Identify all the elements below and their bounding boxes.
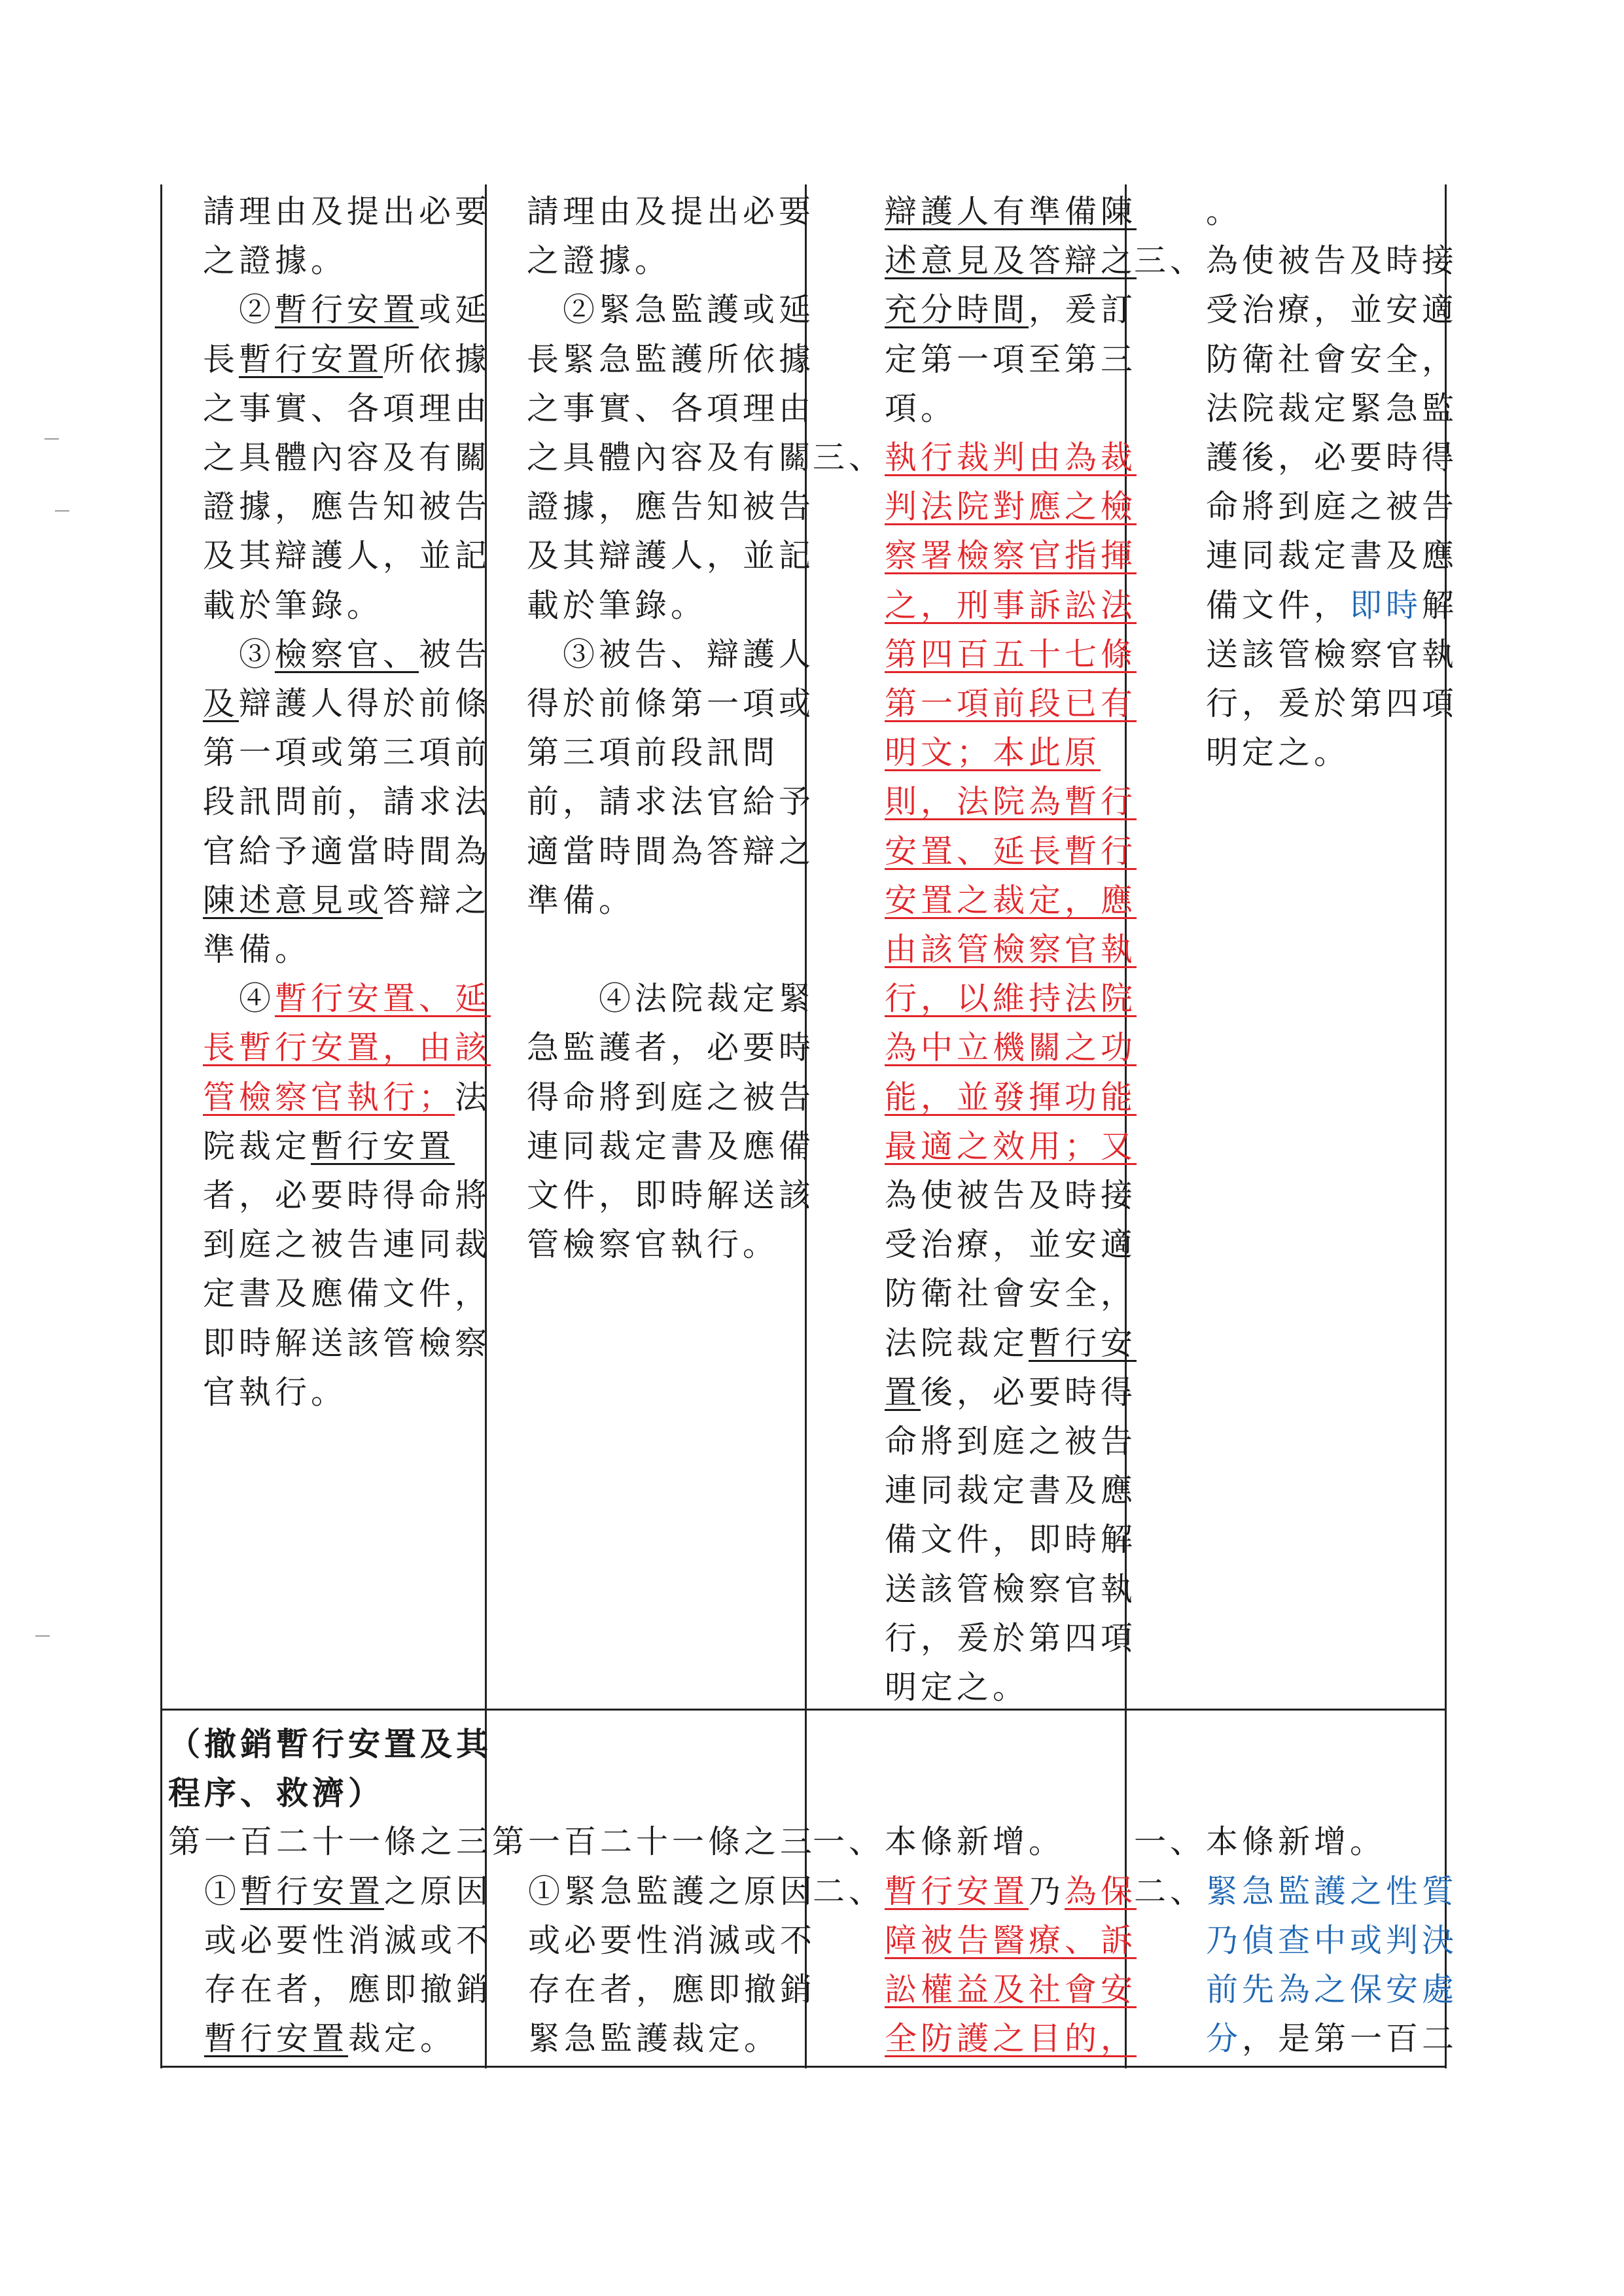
text-run: 之事實、各項理由 xyxy=(527,389,815,427)
text-run: 為使被告及時接 xyxy=(813,1177,1137,1214)
text-line xyxy=(813,1422,1137,1461)
text-run: 三、為使被告及時接 xyxy=(1134,242,1458,280)
text-line xyxy=(813,2019,1137,2059)
text-line xyxy=(203,881,491,920)
text-line xyxy=(1134,1822,1386,1862)
text-run: ，爰訂 xyxy=(1029,291,1137,329)
text-line xyxy=(813,1078,1137,1117)
text-run: 第一項或第三項前 xyxy=(203,734,491,772)
text-line xyxy=(1134,635,1458,674)
text-run: 法院裁定 xyxy=(813,1324,1029,1362)
text-line xyxy=(527,979,815,1018)
underlined-text: 安置、延長暫行 xyxy=(885,832,1137,870)
text-run: 受治療，並安適 xyxy=(813,1226,1137,1264)
text-line xyxy=(1134,1970,1458,2009)
text-run: 程序、救濟） xyxy=(168,1774,385,1813)
text-run: 送該管檢察官執 xyxy=(1134,635,1458,673)
text-line xyxy=(203,340,491,379)
text-run: ④法院裁定緊 xyxy=(527,980,815,1018)
text-line xyxy=(813,1471,1137,1510)
underlined-text: 管檢察官執行； xyxy=(203,1078,455,1116)
text-run: 連同裁定書及應 xyxy=(1134,537,1458,575)
text-run: 載於筆錄。 xyxy=(527,586,707,624)
text-run xyxy=(1134,2020,1206,2057)
text-line xyxy=(203,684,491,723)
text-run: ② xyxy=(203,291,275,329)
text-run: 前，請求法官給予 xyxy=(527,783,815,821)
text-line xyxy=(813,1520,1137,1559)
text-run: 或必要性消滅或不 xyxy=(168,1921,493,1959)
text-line xyxy=(527,586,707,625)
text-line xyxy=(813,1028,1137,1068)
text-line xyxy=(1134,340,1458,379)
text-line xyxy=(1134,536,1458,576)
text-line xyxy=(527,1078,815,1117)
text-run: 及其辯護人，並記 xyxy=(527,537,815,575)
text-line xyxy=(813,340,1137,379)
text-line xyxy=(527,1127,815,1166)
underlined-text: 暫行安 xyxy=(1029,1324,1137,1362)
text-line xyxy=(813,1176,1137,1215)
text-line xyxy=(203,733,491,773)
text-run: 準備。 xyxy=(527,881,635,919)
text-run: ②緊急監護或延 xyxy=(527,291,815,329)
text-line xyxy=(527,733,779,773)
text-run: 第一百二十一條之三 xyxy=(492,1823,817,1861)
text-line xyxy=(813,1921,1137,1960)
table-border-bottom xyxy=(160,2066,1447,2068)
text-line xyxy=(527,438,815,478)
underlined-text: 暫行安置 xyxy=(311,1127,455,1165)
text-run: 或必要性消滅或不 xyxy=(492,1921,817,1959)
table-border-left xyxy=(160,184,162,2068)
underlined-text: 障被告醫療、訴 xyxy=(885,1921,1137,1959)
text-run xyxy=(813,2020,885,2057)
underlined-text: 之，刑事訴訟法 xyxy=(885,586,1137,624)
text-line xyxy=(203,832,491,871)
text-run xyxy=(813,1029,885,1066)
text-run: 請理由及提出必要 xyxy=(527,193,815,230)
text-line xyxy=(203,438,491,478)
underlined-text: 則，法院為暫行 xyxy=(885,783,1137,821)
text-line xyxy=(527,782,815,822)
text-line xyxy=(203,487,491,527)
text-line xyxy=(492,1872,816,1911)
underlined-text: 述意見及答辯之 xyxy=(885,242,1137,280)
text-line xyxy=(1134,290,1458,330)
scan-edge-mark xyxy=(44,438,59,440)
text-run: 被告 xyxy=(419,635,491,673)
text-line xyxy=(203,930,311,969)
text-run xyxy=(1134,1922,1206,1959)
text-line xyxy=(813,536,1137,576)
text-line xyxy=(203,1274,491,1313)
text-line xyxy=(1134,586,1458,625)
text-line xyxy=(492,2019,780,2059)
text-run: 院裁定 xyxy=(203,1127,311,1165)
text-run: 備文件， xyxy=(1134,586,1350,624)
text-line xyxy=(203,1373,347,1412)
text-line xyxy=(527,684,815,723)
text-run: 後，必要時得 xyxy=(921,1373,1137,1411)
text-run: 到庭之被告連同裁 xyxy=(203,1226,491,1264)
text-line xyxy=(203,1127,455,1166)
underlined-text: 由該管檢察官執 xyxy=(885,931,1137,968)
text-run xyxy=(813,636,885,673)
text-line xyxy=(1134,1921,1458,1960)
text-line xyxy=(527,1176,815,1215)
text-run: 二、 xyxy=(813,1872,885,1910)
underlined-text: 察署檢察官指揮 xyxy=(885,537,1137,575)
text-line xyxy=(813,635,1137,674)
text-line xyxy=(813,684,1137,723)
text-run: 護後，必要時得 xyxy=(1134,439,1458,476)
text-run: 第三項前段訊問 xyxy=(527,734,779,772)
text-line xyxy=(492,1921,816,1960)
text-run: 即時 xyxy=(1350,586,1422,624)
text-run: 之證據。 xyxy=(203,242,347,280)
text-run: 命將到庭之被告 xyxy=(1134,488,1458,526)
text-line xyxy=(203,192,491,232)
underlined-text: 明文；本此原 xyxy=(885,734,1101,772)
underlined-text: 判法院對應之檢 xyxy=(885,488,1137,526)
text-line xyxy=(527,881,635,920)
text-run: ① xyxy=(168,1872,241,1910)
text-run: 段訊問前，請求法 xyxy=(203,783,491,821)
text-line xyxy=(813,1570,1137,1609)
text-run: 法院裁定緊急監 xyxy=(1134,389,1458,427)
text-run: 命將到庭之被告 xyxy=(813,1423,1137,1460)
text-line xyxy=(203,1028,491,1068)
text-line xyxy=(813,832,1137,871)
scan-edge-mark xyxy=(35,1635,50,1637)
text-run xyxy=(813,1922,885,1959)
text-run xyxy=(813,242,885,279)
text-run: 即時解送該管檢察 xyxy=(203,1324,491,1362)
text-run: 明定之。 xyxy=(1134,734,1350,772)
text-run: 定書及應備文件， xyxy=(203,1275,491,1313)
text-run: （撤銷暫行安置及其 xyxy=(168,1725,493,1763)
text-run xyxy=(813,291,885,328)
text-run xyxy=(813,1374,885,1411)
text-line xyxy=(1134,389,1458,428)
text-line xyxy=(1134,438,1458,478)
text-run: 官執行。 xyxy=(203,1373,347,1411)
underlined-text: 辯護人有準備陳 xyxy=(885,193,1137,230)
underlined-text: 陳述意見或 xyxy=(203,881,383,919)
text-line xyxy=(527,340,815,379)
text-run: 受治療，並安適 xyxy=(1134,291,1458,329)
text-run xyxy=(813,980,885,1017)
underlined-text: 安置之裁定，應 xyxy=(885,881,1137,919)
underlined-text: 全防護之目的， xyxy=(885,2020,1137,2058)
text-run: 解 xyxy=(1422,586,1458,624)
text-run: 備文件，即時解 xyxy=(813,1521,1137,1559)
text-run: 準備。 xyxy=(203,931,311,968)
text-line xyxy=(203,1324,491,1363)
text-run: 請理由及提出必要 xyxy=(203,193,491,230)
text-run: 。 xyxy=(1134,193,1243,230)
text-line xyxy=(1134,487,1458,527)
text-run: 第一百二十一條之三 xyxy=(168,1823,493,1861)
underlined-text: 暫行安置 xyxy=(240,1872,385,1910)
text-line xyxy=(203,586,383,625)
text-run xyxy=(813,882,885,919)
text-line xyxy=(813,1127,1137,1166)
text-run xyxy=(813,193,885,230)
underlined-text: 暫行安置 xyxy=(275,291,419,329)
text-run: 裁定。 xyxy=(348,2020,457,2058)
underlined-text: 置 xyxy=(885,1373,921,1411)
text-run: 定第一項至第三 xyxy=(813,340,1137,378)
text-run xyxy=(168,2020,204,2057)
text-run: 防衛社會安全， xyxy=(813,1275,1137,1313)
text-line xyxy=(168,1872,492,1911)
underlined-text: 檢察官、 xyxy=(275,635,419,673)
text-run: 之事實、各項理由 xyxy=(203,389,491,427)
text-line xyxy=(527,635,815,674)
text-line xyxy=(527,290,815,330)
text-line xyxy=(492,1970,816,2009)
row-divider xyxy=(160,1709,1447,1711)
text-line xyxy=(168,1822,492,1862)
text-line xyxy=(1134,241,1458,281)
text-run: 存在者，應即撤銷 xyxy=(492,1971,817,2008)
text-run: 之證據。 xyxy=(527,242,671,280)
text-line xyxy=(527,487,815,527)
text-line xyxy=(813,881,1137,920)
text-run: 項。 xyxy=(813,389,957,427)
text-line xyxy=(203,1176,491,1215)
text-run: 得於前條第一項或 xyxy=(527,685,815,722)
text-run: 乃偵查中或判決 xyxy=(1206,1921,1458,1959)
text-run xyxy=(813,783,885,820)
text-line xyxy=(203,1078,491,1117)
text-line xyxy=(203,1225,491,1264)
text-run: 證據，應告知被告 xyxy=(203,488,491,526)
text-line xyxy=(492,1822,816,1862)
text-run: ，是第一百二 xyxy=(1242,2020,1458,2058)
underlined-text: 能，並發揮功能 xyxy=(885,1078,1137,1116)
text-line xyxy=(813,241,1137,281)
text-line xyxy=(527,1225,779,1264)
text-run xyxy=(813,1971,885,2008)
text-run: 所依據 xyxy=(383,340,491,378)
text-run: 防衛社會安全， xyxy=(1134,340,1458,378)
underlined-text: 及 xyxy=(203,685,239,722)
text-run: 之具體內容及有關 xyxy=(203,439,491,476)
text-run xyxy=(1134,1971,1206,2008)
text-run: 行，爰於第四項 xyxy=(813,1619,1137,1657)
text-run xyxy=(813,537,885,574)
text-run: 緊急監護之性質 xyxy=(1206,1872,1458,1910)
text-line xyxy=(203,782,491,822)
text-line xyxy=(813,1619,1137,1658)
text-line xyxy=(813,487,1137,527)
underlined-text: 執行裁判由為裁 xyxy=(885,439,1137,476)
text-run: 送該管檢察官執 xyxy=(813,1570,1137,1608)
underlined-text: 為保 xyxy=(1065,1872,1137,1910)
text-run: 前先為之保安處 xyxy=(1206,1971,1458,2008)
underlined-text: 訟權益及社會安 xyxy=(885,1971,1137,2008)
text-line xyxy=(203,536,491,576)
text-run xyxy=(813,685,885,722)
text-line xyxy=(203,635,491,674)
text-line xyxy=(813,192,1137,232)
text-line xyxy=(203,290,491,330)
text-run xyxy=(813,931,885,968)
text-line xyxy=(813,1970,1137,2009)
text-run: 分 xyxy=(1206,2020,1243,2058)
text-line xyxy=(527,389,815,428)
text-line xyxy=(527,536,815,576)
text-run: 之具體內容及有關 xyxy=(527,439,815,476)
text-run: 緊急監護裁定。 xyxy=(492,2020,781,2058)
text-run: 明定之。 xyxy=(813,1669,1029,1706)
text-run: 適當時間為答辯之 xyxy=(527,832,815,870)
text-run: 得命將到庭之被告 xyxy=(527,1078,815,1116)
text-run: 載於筆錄。 xyxy=(203,586,383,624)
underlined-text: 第四百五十七條 xyxy=(885,635,1137,673)
text-line xyxy=(1134,2019,1458,2059)
text-line xyxy=(168,1921,492,1960)
text-line xyxy=(1134,733,1350,773)
text-line xyxy=(813,586,1137,625)
text-line xyxy=(813,290,1137,330)
text-line xyxy=(168,1773,384,1813)
scan-edge-mark xyxy=(55,510,69,512)
underlined-text: 長暫行安置，由該 xyxy=(203,1029,491,1067)
text-line xyxy=(203,241,347,281)
underlined-text: 為中立機關之功 xyxy=(885,1029,1137,1067)
underlined-text: 暫行安置 xyxy=(239,340,383,378)
text-run: 一、本條新增。 xyxy=(1134,1823,1386,1861)
text-run: 連同裁定書及應備 xyxy=(527,1127,815,1165)
text-run: 一、本條新增。 xyxy=(813,1823,1065,1861)
text-run: 二、 xyxy=(1134,1872,1207,1910)
text-run: 長緊急監護所依據 xyxy=(527,340,815,378)
text-line xyxy=(527,1028,815,1068)
text-run: 官給予適當時間為 xyxy=(203,832,491,870)
text-run: 乃 xyxy=(1029,1872,1065,1910)
text-run: 之原因 xyxy=(384,1872,493,1910)
text-run xyxy=(813,833,885,870)
text-run: 答辯之 xyxy=(383,881,491,919)
text-line xyxy=(813,389,957,428)
text-line xyxy=(168,1724,492,1764)
text-line xyxy=(813,733,1101,773)
text-run: ④ xyxy=(203,980,275,1018)
underlined-text: 第一項前段已有 xyxy=(885,685,1137,722)
text-line xyxy=(813,1668,1029,1707)
text-run: 者，必要時得命將 xyxy=(203,1177,491,1214)
text-run: 行，爰於第四項 xyxy=(1134,685,1458,722)
text-run xyxy=(813,1128,885,1165)
text-run: ③ xyxy=(203,635,275,673)
text-line xyxy=(813,1872,1137,1911)
text-line xyxy=(813,930,1137,969)
text-run: 證據，應告知被告 xyxy=(527,488,815,526)
text-line xyxy=(813,1274,1137,1313)
text-run: 辯護人得於前條 xyxy=(239,685,491,722)
text-run: 存在者，應即撤銷 xyxy=(168,1971,493,2008)
text-run: 文件，即時解送該 xyxy=(527,1177,815,1214)
text-line xyxy=(527,832,815,871)
text-run: 管檢察官執行。 xyxy=(527,1226,779,1264)
underlined-text: 暫行安置 xyxy=(204,2020,349,2058)
text-line xyxy=(168,2019,456,2059)
text-line xyxy=(1134,192,1242,232)
text-line xyxy=(813,1324,1137,1363)
text-line xyxy=(203,979,491,1018)
underlined-text: 最適之效用；又 xyxy=(885,1127,1137,1165)
text-run xyxy=(813,1079,885,1116)
text-run xyxy=(813,488,885,525)
text-line xyxy=(813,1822,1065,1862)
text-run: 長 xyxy=(203,340,239,378)
text-run: ③被告、辯護人 xyxy=(527,635,815,673)
text-run: 法 xyxy=(455,1078,491,1116)
text-run: 急監護者，必要時 xyxy=(527,1029,815,1067)
text-line xyxy=(1134,684,1458,723)
text-run: 連同裁定書及應 xyxy=(813,1472,1137,1510)
underlined-text: 暫行安置、延 xyxy=(275,980,491,1018)
text-line xyxy=(813,979,1137,1018)
text-run: 及其辯護人，並記 xyxy=(203,537,491,575)
text-line xyxy=(813,782,1137,822)
text-line xyxy=(813,1373,1137,1412)
text-line xyxy=(203,389,491,428)
text-run: ①緊急監護之原因 xyxy=(492,1872,817,1910)
text-line xyxy=(527,241,671,281)
text-line xyxy=(813,438,1137,478)
text-run: 三、 xyxy=(813,439,885,476)
underlined-text: 充分時間 xyxy=(885,291,1029,329)
text-line xyxy=(168,1970,492,2009)
text-line xyxy=(527,192,815,232)
underlined-text: 暫行安置 xyxy=(885,1872,1029,1910)
text-line xyxy=(813,1225,1137,1264)
text-line xyxy=(1134,1872,1458,1911)
text-run xyxy=(813,734,885,771)
underlined-text: 行，以維持法院 xyxy=(885,980,1137,1018)
text-run xyxy=(813,587,885,624)
text-run: 或延 xyxy=(419,291,491,329)
